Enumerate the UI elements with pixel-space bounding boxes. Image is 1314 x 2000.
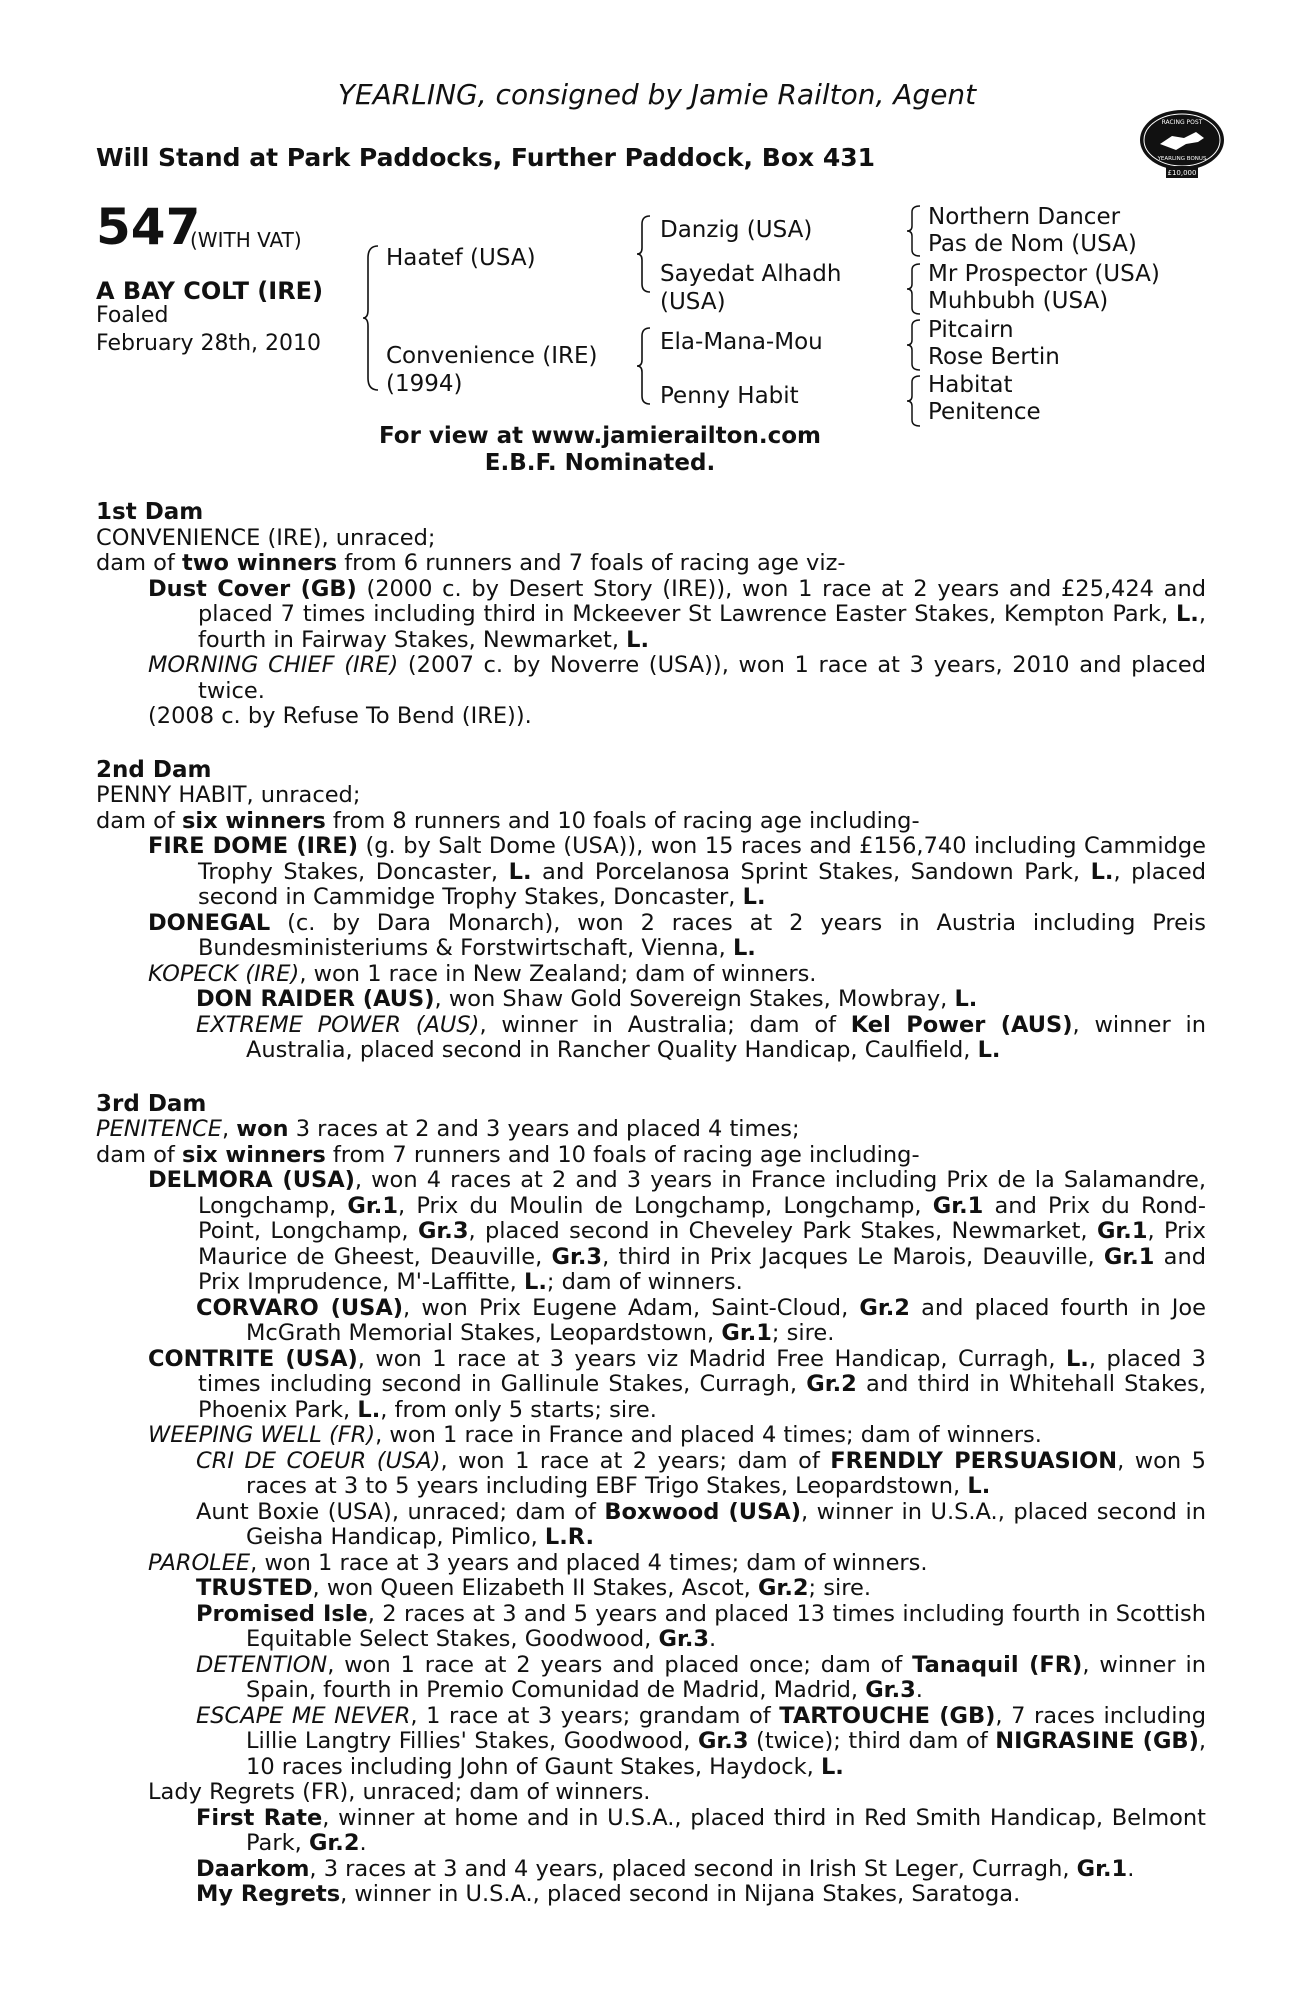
badge-mid-text: YEARLING BONUS [1157,156,1207,162]
produce-entry: CRI DE COEUR (USA), won 1 race at 2 years; dam of FRENDLY PERSUASION, won 5 races at 3 to 5 years including EBF Trigo Stakes, Leopardstown, L. [196,1447,1206,1499]
first-dam-line: CONVENIENCE (IRE), unraced; [96,524,436,551]
second-dam-heading: 2nd Dam [96,756,212,783]
badge-amount-text: £10,000 [1167,169,1197,177]
pedigree-bracket-g2 [906,262,924,316]
produce-entry: CONTRITE (USA), won 1 race at 3 years viz Madrid Free Handicap, Curragh, L., placed 3 times including second in Gallinule Stakes, Curragh, Gr.2 and third in Whitehall Stakes, Phoenix Park, L., from only 5 starts; sire. [148,1345,1206,1423]
view-info [0,423,1200,477]
second-dam-produce-summary: dam of six winners from 8 runners and 10 foals of racing age including- [96,807,920,834]
produce-entry: First Rate, winner at home and in U.S.A., placed third in Red Smith Handicap, Belmont Park, Gr.2. [196,1804,1206,1856]
pedigree-sire-dam-name: Sayedat Alhadh [660,261,842,287]
view-website: For view at www.jamierailton.com [379,423,821,449]
badge-top-text: RACING POST [1161,119,1203,126]
produce-entry: DONEGAL (c. by Dara Monarch), won 2 races at 2 years in Austria including Preis Bundesministeriums & Forstwirtschaft, Vienna, L. [148,909,1206,961]
pedigree-bracket-g4 [906,374,924,428]
produce-entry: Aunt Boxie (USA), unraced; dam of Boxwood (USA), winner in U.S.A., placed second in Geisha Handicap, Pimlico, L.R. [196,1498,1206,1550]
second-dam-line: PENNY HABIT, unraced; [96,782,361,808]
produce-entry: Daarkom, 3 races at 3 and 4 years, placed second in Irish St Leger, Curragh, Gr.1. [196,1855,1135,1882]
consignment-line: YEARLING, consigned by Jamie Railton, Agent [337,78,977,111]
pedigree-dam [386,342,598,398]
produce-entry: Dust Cover (GB) (2000 c. by Desert Story (IRE)), won 1 race at 2 years and £25,424 and placed 7 times including third in Mckeever St Lawrence Easter Stakes, Kempton Park, L., fourth in Fairway Stakes, Newmarket, L. [148,575,1207,653]
ebf-nominated: E.B.F. Nominated. [484,450,716,476]
pedigree-sire-sire: Danzig (USA) [660,217,813,243]
produce-entry: (2008 c. by Refuse To Bend (IRE)). [148,703,532,729]
third-dam-heading: 3rd Dam [96,1090,207,1117]
foaled-label: Foaled [96,303,169,328]
produce-entry: Lady Regrets (FR), unraced; dam of winners. [148,1779,651,1805]
pedigree-bracket-dam [636,326,654,406]
pedigree-sire-dam [660,260,841,316]
vat-note: (WITH VAT) [190,228,302,252]
stand-location: Will Stand at Park Paddocks, Further Paddock, Box 431 [96,143,876,172]
pedigree-g3-7: Habitat [928,372,1013,398]
catalogue-body [96,500,1206,1908]
produce-entry: TRUSTED, won Queen Elizabeth II Stakes, Ascot, Gr.2; sire. [196,1575,871,1601]
pedigree-dam-dam: Penny Habit [660,383,799,409]
pedigree-g3-8: Penitence [928,399,1041,425]
produce-entry: KOPECK (IRE), won 1 race in New Zealand; dam of winners. [148,960,817,987]
produce-entry: WEEPING WELL (FR), won 1 race in France and placed 4 times; dam of winners. [148,1422,1042,1448]
pedigree-dam-name: Convenience (IRE) [386,343,598,369]
pedigree-g3-1: Northern Dancer [928,204,1121,230]
produce-entry: DETENTION, won 1 race at 2 years and placed once; dam of Tanaquil (FR), winner in Spain, fourth in Premio Comunidad de Madrid, Madrid, Gr.3. [196,1651,1206,1703]
produce-entry: CORVARO (USA), won Prix Eugene Adam, Saint-Cloud, Gr.2 and placed fourth in Joe McGrath Memorial Stakes, Leopardstown, Gr.1; sire. [196,1294,1206,1346]
pedigree-g3-6: Rose Bertin [928,344,1060,370]
pedigree-bracket-g1 [906,204,924,258]
produce-entry: MORNING CHIEF (IRE) (2007 c. by Noverre (USA)), won 1 race at 3 years, 2010 and placed twice. [148,652,1206,704]
horse-name: A BAY COLT (IRE) [96,277,324,305]
produce-entry: PAROLEE, won 1 race at 3 years and placed 4 times; dam of winners. [148,1549,928,1576]
produce-entry: DON RAIDER (AUS), won Shaw Gold Sovereign Stakes, Mowbray, L. [196,986,978,1012]
third-dam-line: PENITENCE, won 3 races at 2 and 3 years and placed 4 times; [96,1116,800,1142]
first-dam-heading: 1st Dam [96,499,204,525]
pedigree-dam-year: (1994) [386,371,463,397]
foaled-info [96,302,321,358]
third-dam-produce-summary: dam of six winners from 7 runners and 10 foals of racing age including- [96,1141,920,1168]
produce-entry: Promised Isle, 2 races at 3 and 5 years and placed 13 times including fourth in Scottish Equitable Select Stakes, Goodwood, Gr.3. [196,1600,1207,1652]
lot-number: 547 [96,198,201,256]
produce-entry: FIRE DOME (IRE) (g. by Salt Dome (USA)), won 15 races and £156,740 including Cammidge Trophy Stakes, Doncaster, L. and Porcelanosa Sprint Stakes, Sandown Park, L., placed second in Cammidge Trophy Stakes, Doncaster, L. [148,833,1206,910]
produce-entry: My Regrets, winner in U.S.A., placed second in Nijana Stakes, Saratoga. [196,1881,1021,1907]
pedigree-sire: Haatef (USA) [386,245,536,271]
produce-entry: DELMORA (USA), won 4 races at 2 and 3 years in France including Prix de la Salamandre, Longchamp, Gr.1, Prix du Moulin de Longchamp, Longchamp, Gr.1 and Prix du Rond-Point, Longchamp, Gr.3, placed second in Cheveley Park Stakes, Newmarket, Gr.1, Prix Maurice de Gheest, Deauville, Gr.3, third in Prix Jacques Le Marois, Deauville, Gr.1 and Prix Imprudence, M'-Laffitte, L.; dam of winners. [148,1167,1207,1295]
pedigree-bracket-main [362,244,382,392]
pedigree-bracket-sire [636,214,654,294]
first-dam-produce-summary: dam of two winners from 6 runners and 7 foals of racing age viz- [96,550,846,576]
pedigree-g3-4: Muhbubh (USA) [928,288,1109,314]
pedigree-dam-sire: Ela-Mana-Mou [660,329,823,355]
pedigree-g3-5: Pitcairn [928,317,1014,343]
foaled-date: February 28th, 2010 [96,331,322,356]
pedigree-g3-3: Mr Prospector (USA) [928,261,1160,287]
pedigree-sire-dam-origin: (USA) [660,289,726,315]
pedigree-g3-2: Pas de Nom (USA) [928,231,1137,257]
pedigree-bracket-g3 [906,318,924,372]
produce-entry: ESCAPE ME NEVER, 1 race at 3 years; grandam of TARTOUCHE (GB), 7 races including Lillie Langtry Fillies' Stakes, Goodwood, Gr.3 (twice); third dam of NIGRASINE (GB), 10 races including John of Gaunt Stakes, Haydock, L. [196,1702,1207,1780]
produce-entry: EXTREME POWER (AUS), winner in Australia; dam of Kel Power (AUS), winner in Australia, placed second in Rancher Quality Handicap, Caulfield, L. [196,1011,1206,1063]
yearling-bonus-badge-icon [1138,98,1226,186]
